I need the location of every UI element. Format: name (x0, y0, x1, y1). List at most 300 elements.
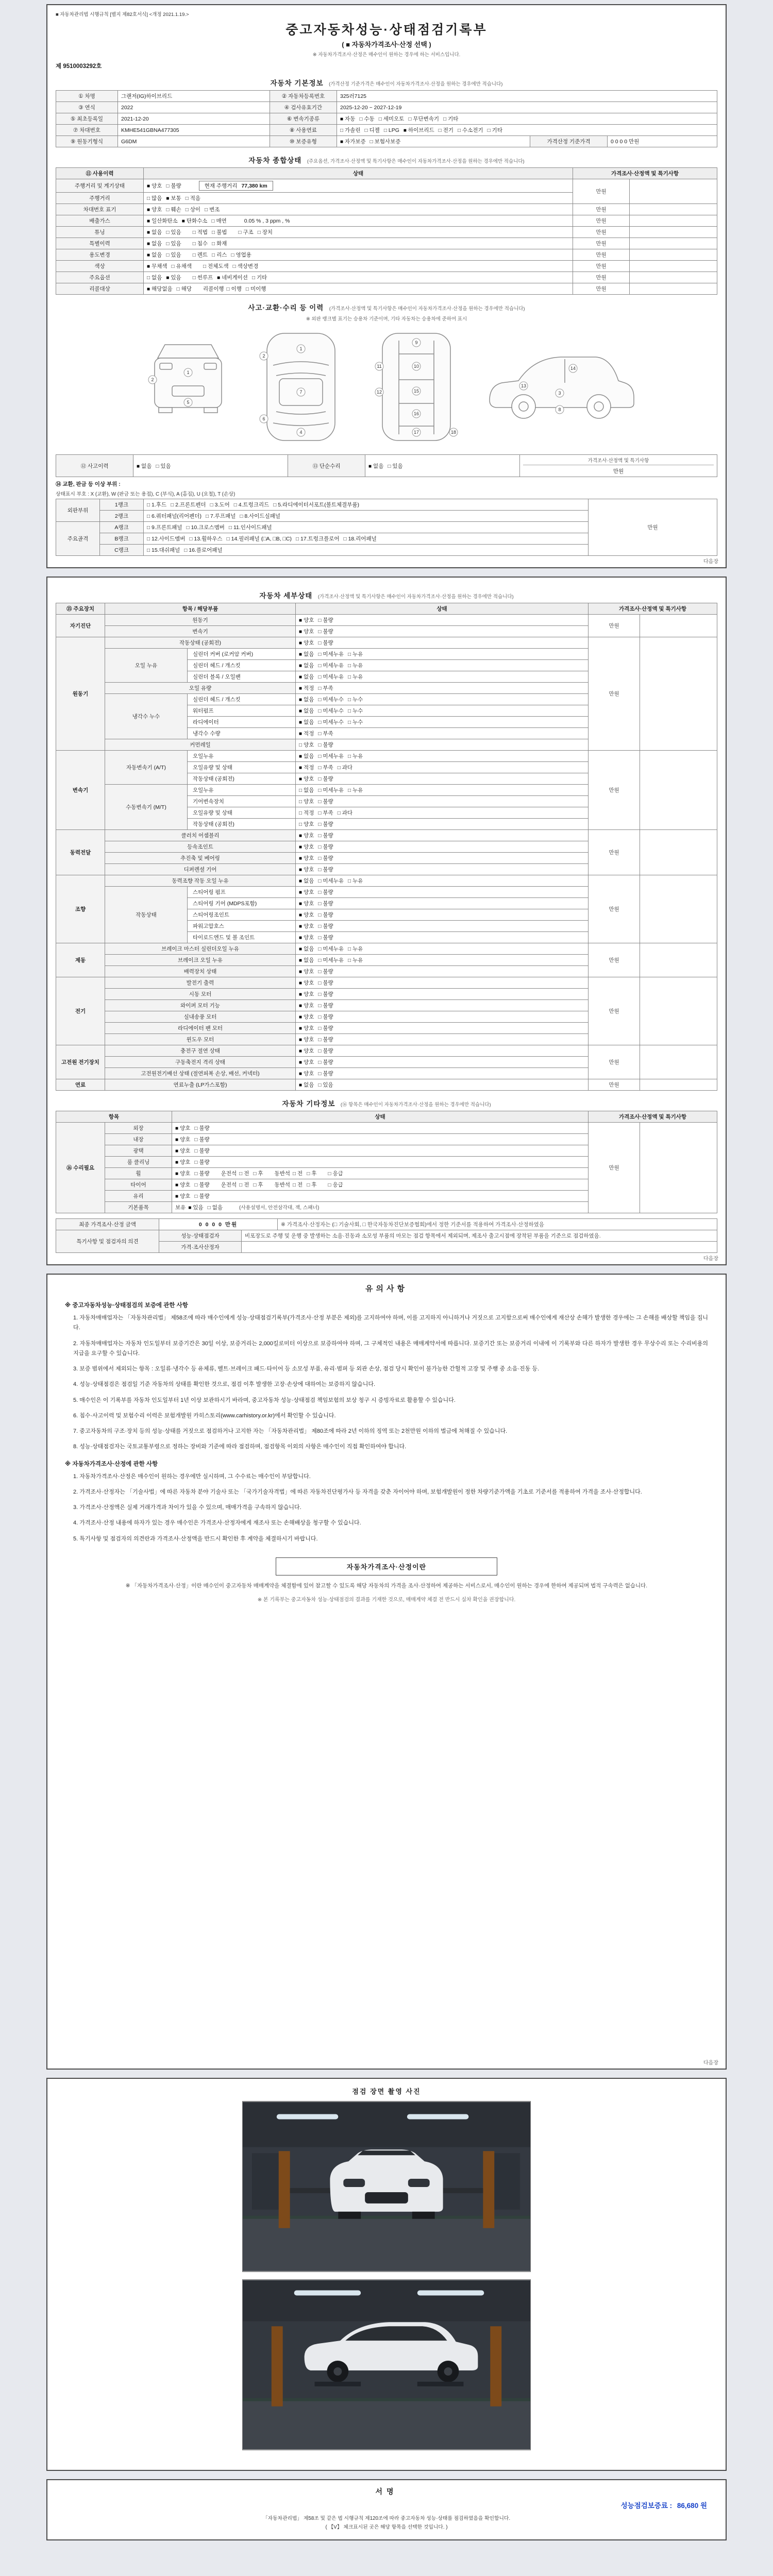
subitem-name: 오일유량 및 상태 (188, 807, 296, 819)
checkbox-option[interactable] (318, 616, 333, 624)
price-note (640, 637, 717, 751)
checkbox-label: 기타 (448, 116, 459, 122)
checkbox-unchecked-icon: □ (318, 720, 322, 725)
checkbox-option[interactable] (299, 718, 314, 726)
section-main (46, 4, 727, 568)
checkbox-option[interactable] (348, 696, 363, 703)
checkbox-label: 후 (311, 1171, 317, 1177)
checkbox-unchecked-icon: □ (328, 1182, 331, 1188)
field-value: 2022 (118, 102, 270, 113)
checkbox-option[interactable] (231, 251, 251, 259)
checkbox-unchecked-icon: □ (307, 1182, 310, 1188)
checkbox-option[interactable] (147, 228, 162, 236)
next-page-link[interactable]: 다음장 (703, 1256, 718, 1262)
svg-text:3: 3 (558, 391, 561, 396)
checkbox-unchecked-icon: □ (253, 1182, 257, 1188)
checkbox-option[interactable] (147, 546, 180, 554)
device-name: 전기 (56, 977, 105, 1045)
checkbox-option[interactable] (175, 1170, 190, 1177)
checkbox-option[interactable] (193, 274, 213, 281)
checkbox-option[interactable] (340, 115, 355, 123)
checkbox-label: 없음 (304, 1082, 314, 1088)
checkbox-option[interactable] (328, 1170, 343, 1177)
checkbox-option[interactable] (318, 650, 344, 658)
field-value: 2021-12-20 (118, 113, 270, 125)
checkbox-label: 양호 (304, 1048, 314, 1054)
checkbox-option[interactable] (338, 809, 352, 817)
checkbox-option[interactable] (258, 228, 273, 236)
usage-state (144, 179, 573, 193)
checkbox-option[interactable] (318, 888, 333, 896)
checkbox-option[interactable] (318, 684, 333, 692)
checkbox-option[interactable] (147, 182, 162, 190)
checkbox-option[interactable] (299, 1070, 314, 1077)
checkbox-option[interactable] (177, 285, 192, 293)
checkbox-option[interactable] (193, 251, 208, 259)
price-note-header: 가격조사·산정액 및 특기사항 (573, 168, 717, 179)
checkbox-option[interactable] (147, 217, 178, 225)
checkbox-option[interactable] (299, 752, 314, 760)
checkbox-option[interactable] (318, 911, 333, 919)
rank-label: A랭크 (100, 522, 144, 533)
checkbox-option[interactable] (293, 1181, 303, 1189)
checkbox-option[interactable] (318, 752, 344, 760)
checkbox-option[interactable] (318, 945, 344, 953)
checkbox-option[interactable] (212, 251, 227, 259)
checkbox-option[interactable] (194, 1147, 209, 1155)
checkbox-option[interactable] (488, 126, 502, 134)
checkbox-option[interactable] (388, 462, 402, 470)
checkbox-option[interactable] (156, 462, 171, 470)
device-name: 제동 (56, 943, 105, 977)
checkbox-option[interactable] (233, 262, 259, 270)
checkbox-option[interactable] (166, 240, 181, 247)
checkbox-option[interactable] (318, 877, 344, 885)
checkbox-option[interactable] (318, 1036, 333, 1043)
checkbox-option[interactable] (384, 127, 399, 133)
option-group (328, 1181, 347, 1189)
device-name: 자기진단 (56, 615, 105, 637)
checkbox-label: 미세누유 (323, 878, 344, 884)
checkbox-option[interactable] (299, 1058, 314, 1066)
misc-section-title: 자동차 기타정보 (282, 1100, 335, 1108)
checkbox-option[interactable] (186, 206, 200, 213)
checkbox-option[interactable] (175, 1147, 190, 1155)
checkbox-option[interactable] (340, 138, 366, 145)
checkbox-option[interactable] (318, 1081, 333, 1089)
checkbox-option[interactable] (299, 900, 314, 907)
usage-history-row (56, 272, 717, 283)
checkbox-option[interactable] (299, 741, 314, 749)
checkbox-option[interactable] (171, 262, 191, 270)
checkbox-option[interactable] (299, 628, 314, 635)
checkbox-checked-icon: ■ (175, 1182, 179, 1188)
checkbox-unchecked-icon: □ (251, 275, 255, 281)
checkbox-option[interactable] (348, 707, 363, 715)
checkbox-label: 미세누유 (323, 957, 344, 963)
checkbox-option[interactable] (318, 854, 333, 862)
item-name: 추진축 및 베어링 (105, 853, 296, 864)
checkbox-option[interactable] (194, 1124, 209, 1132)
checkbox-option[interactable] (296, 535, 340, 543)
checkbox-label: 디젤 (369, 127, 380, 133)
checkbox-label: 과다 (342, 810, 353, 816)
checkbox-option[interactable] (299, 1013, 314, 1021)
checkbox-option[interactable] (239, 1181, 249, 1189)
price-amount: 만원 (573, 179, 629, 204)
checkbox-option[interactable] (318, 1058, 333, 1066)
checkbox-option[interactable] (212, 228, 227, 236)
checkbox-option[interactable] (299, 730, 314, 737)
checkbox-option[interactable] (299, 934, 314, 941)
checkbox-option[interactable] (147, 285, 173, 293)
checkbox-option[interactable] (175, 1136, 190, 1143)
checkbox-option[interactable] (318, 1047, 333, 1055)
basic-section-head (56, 77, 717, 88)
checkbox-option[interactable] (443, 115, 458, 123)
checkbox-label: 세미오토 (383, 116, 405, 122)
checkbox-option[interactable] (299, 684, 314, 692)
checkbox-option[interactable] (318, 968, 333, 975)
checkbox-option[interactable] (203, 262, 229, 270)
checkbox-option[interactable] (253, 1181, 263, 1189)
checkbox-option[interactable] (234, 501, 270, 509)
checkbox-option[interactable] (318, 866, 333, 873)
checkbox-option[interactable] (299, 650, 314, 658)
checkbox-option[interactable] (253, 1170, 263, 1177)
checkbox-option[interactable] (299, 809, 314, 817)
checkbox-option[interactable] (273, 501, 359, 509)
checkbox-option[interactable] (439, 126, 453, 134)
checkbox-option[interactable] (175, 1192, 190, 1200)
checkbox-label: 불량 (323, 629, 333, 635)
exchange-panel-label: ⑭ 교환, 판금 등 이상 부위 : (56, 481, 121, 487)
checkbox-option[interactable] (299, 843, 314, 851)
checkbox-option[interactable] (147, 512, 201, 520)
checkbox-unchecked-icon: □ (184, 548, 188, 553)
checkbox-option[interactable] (184, 546, 222, 554)
next-page-link[interactable]: 다음장 (703, 559, 718, 565)
panel-group-label: 외판부위 (56, 499, 100, 522)
checkbox-option[interactable] (299, 979, 314, 987)
checkbox-option[interactable] (318, 832, 333, 839)
checkbox-option[interactable] (318, 730, 333, 737)
checkbox-option[interactable] (318, 707, 344, 715)
checkbox-option[interactable] (299, 854, 314, 862)
checkbox-option[interactable] (299, 616, 314, 624)
checkbox-option[interactable] (318, 639, 333, 647)
checkbox-checked-icon: ■ (299, 1060, 303, 1065)
checkbox-label: 누유 (352, 957, 363, 963)
checkbox-option[interactable] (299, 1081, 314, 1089)
checkbox-option[interactable] (299, 1024, 314, 1032)
checkbox-option[interactable] (227, 535, 292, 543)
notice-paragraph: 2. 가격조사·산정자는 「기술사법」에 따른 자동차 분야 기술사 또는 「국가기술자격법」에 따른 자동차진단평가사 등 자격을 갖춘 자이어야 하며, 보험개발원이 정한 차량기준가액을 기초로 기준서를 적용하여 가격을 조사·산정합니다. (73, 1488, 642, 1495)
checkbox-option[interactable] (318, 628, 333, 635)
checkbox-option[interactable] (166, 194, 181, 202)
checkbox-option[interactable] (348, 945, 363, 953)
diagram-part-number (412, 410, 421, 418)
checkbox-option[interactable] (359, 115, 374, 123)
checkbox-option[interactable] (348, 718, 363, 726)
checkbox-option[interactable] (194, 1170, 209, 1177)
checkbox-option[interactable] (239, 1170, 249, 1177)
checkbox-option[interactable] (299, 639, 314, 647)
checkbox-option[interactable] (189, 535, 222, 543)
notice-paragraph: 1. 자동차가격조사·산정은 매수인이 원하는 경우에만 실시하며, 그 수수료는 매수인이 부담합니다. (73, 1473, 311, 1480)
checkbox-unchecked-icon: □ (318, 958, 322, 963)
checkbox-option[interactable] (299, 922, 314, 930)
checkbox-option[interactable] (340, 126, 360, 134)
next-page-link[interactable]: 다음장 (703, 2060, 718, 2066)
checkbox-option[interactable] (166, 206, 181, 213)
checkbox-option[interactable] (299, 1036, 314, 1043)
checkbox-option[interactable] (299, 956, 314, 964)
detail-row (56, 943, 717, 955)
subitem-name: 오일누유 (188, 785, 296, 796)
state-options (296, 830, 589, 841)
item-header: 항목 / 해당부품 (105, 603, 296, 615)
inspection-photo-2 (242, 2279, 531, 2450)
checkbox-option[interactable] (318, 809, 333, 817)
checkbox-option[interactable] (194, 1158, 209, 1166)
checkbox-unchecked-icon: □ (328, 1171, 331, 1177)
checkbox-option[interactable] (186, 194, 200, 202)
checkbox-option[interactable] (147, 262, 167, 270)
checkbox-option[interactable] (368, 462, 383, 470)
checkbox-unchecked-icon: □ (147, 502, 150, 508)
checkbox-option[interactable] (137, 462, 152, 470)
usage-item-label: 주행거리 (56, 193, 144, 204)
checkbox-option[interactable] (299, 888, 314, 896)
checkbox-option[interactable] (299, 696, 314, 703)
checkbox-option[interactable] (194, 1181, 209, 1189)
checkbox-option[interactable] (210, 501, 230, 509)
device-name: 고전원 전기장치 (56, 1045, 105, 1079)
svg-text:10: 10 (413, 364, 419, 369)
price-note (629, 249, 717, 261)
checkbox-option[interactable] (458, 126, 483, 134)
checkbox-option[interactable] (193, 228, 208, 236)
usage-history-row (56, 238, 717, 249)
checkbox-option[interactable] (182, 217, 208, 225)
checkbox-label: 불량 (199, 1159, 210, 1165)
checkbox-unchecked-icon: □ (318, 754, 322, 759)
checkbox-label: 전 (244, 1182, 249, 1188)
checkbox-option[interactable] (348, 786, 363, 794)
checkbox-option[interactable] (175, 1124, 190, 1132)
checkbox-option[interactable] (338, 764, 352, 771)
checkbox-option[interactable] (370, 138, 401, 145)
checkbox-option[interactable] (208, 1204, 223, 1211)
checkbox-option[interactable] (205, 206, 220, 213)
checkbox-option[interactable] (147, 274, 162, 281)
checkbox-option[interactable] (147, 240, 162, 247)
checkbox-unchecked-icon: □ (347, 946, 351, 952)
checkbox-label: 적음 (190, 195, 201, 201)
checkbox-checked-icon: ■ (299, 697, 303, 703)
checkbox-option[interactable] (252, 274, 267, 281)
checkbox-option[interactable] (318, 1024, 333, 1032)
checkbox-label: 미세누유 (323, 674, 344, 680)
checkbox-option[interactable] (299, 911, 314, 919)
price-amount: 만원 (588, 943, 640, 977)
checkbox-label: 구조 (243, 229, 254, 235)
checkbox-option[interactable] (147, 194, 162, 202)
checkbox-option[interactable] (328, 1181, 343, 1189)
item-name: 연료누출 (LP가스포함) (105, 1079, 296, 1091)
state-options (296, 1023, 589, 1034)
checkbox-option[interactable] (175, 1181, 190, 1189)
checkbox-option[interactable] (344, 535, 377, 543)
checkbox-option[interactable] (404, 126, 434, 134)
checkbox-option[interactable] (364, 126, 379, 134)
checkbox-option[interactable] (147, 523, 182, 531)
checkbox-option[interactable] (318, 764, 333, 771)
checkbox-option[interactable] (299, 775, 314, 783)
checkbox-option[interactable] (299, 877, 314, 885)
misc-item-header: 항목 (56, 1111, 172, 1123)
checkbox-option[interactable] (166, 251, 181, 259)
state-options (296, 1079, 589, 1091)
checkbox-option[interactable] (299, 1047, 314, 1055)
state-options (296, 921, 589, 932)
checkbox-option[interactable] (348, 662, 363, 669)
checkbox-option[interactable] (318, 718, 344, 726)
checkbox-option[interactable] (318, 662, 344, 669)
checkbox-label: 14.필러패널 (□A, □B, □C) (231, 536, 292, 542)
checkbox-option[interactable] (318, 1013, 333, 1021)
checkbox-option[interactable] (348, 956, 363, 964)
checkbox-option[interactable] (318, 934, 333, 941)
checkbox-unchecked-icon: □ (156, 463, 159, 469)
item-name: 오일 유량 (105, 683, 296, 694)
checkbox-option[interactable] (229, 523, 272, 531)
checkbox-option[interactable] (147, 206, 162, 213)
checkbox-option[interactable] (318, 1070, 333, 1077)
checkbox-option[interactable] (299, 786, 314, 794)
checkbox-option[interactable] (240, 512, 280, 520)
checkbox-checked-icon: ■ (217, 275, 221, 281)
checkbox-option[interactable] (379, 115, 405, 123)
checkbox-option[interactable] (188, 1204, 203, 1211)
checkbox-option[interactable] (299, 968, 314, 975)
checkbox-option[interactable] (166, 274, 181, 281)
field-label: ⑨ 원동기형식 (56, 136, 118, 147)
checkbox-label: 일산화탄소 (152, 218, 178, 224)
checkbox-option[interactable] (147, 501, 166, 509)
checkbox-label: 양호 (304, 867, 314, 873)
checkbox-option[interactable] (318, 775, 333, 783)
checkbox-option[interactable] (299, 866, 314, 873)
rank-label: B랭크 (100, 533, 144, 545)
checkbox-option[interactable] (194, 1136, 209, 1143)
checkbox-option[interactable] (299, 832, 314, 839)
notice-paragraph: 4. 가격조사·산정 내용에 하자가 있는 경우 매수인은 가격조사·산정자에게 재조사 또는 손해배상을 청구할 수 있습니다. (73, 1520, 361, 1527)
checkbox-option[interactable] (166, 182, 181, 190)
state-options (296, 841, 589, 853)
checkbox-option[interactable] (318, 900, 333, 907)
checkbox-option[interactable] (318, 820, 333, 828)
checkbox-option[interactable] (187, 523, 225, 531)
detail-row (56, 830, 717, 841)
checkbox-option[interactable] (318, 1002, 333, 1009)
checkbox-option[interactable] (299, 764, 314, 771)
checkbox-unchecked-icon: □ (318, 799, 322, 805)
checkbox-option[interactable] (348, 752, 363, 760)
checkbox-option[interactable] (193, 240, 208, 247)
checkbox-option[interactable] (175, 1158, 190, 1166)
checkbox-option[interactable] (318, 956, 344, 964)
checkbox-unchecked-icon: □ (318, 1082, 322, 1088)
checkbox-option[interactable] (318, 673, 344, 681)
checkbox-option[interactable] (408, 115, 439, 123)
checkbox-option[interactable] (318, 922, 333, 930)
checkbox-option[interactable] (318, 990, 333, 998)
checkbox-option[interactable] (212, 240, 227, 247)
checkbox-option[interactable] (171, 501, 206, 509)
checkbox-option[interactable] (307, 1181, 316, 1189)
checkbox-option[interactable] (211, 217, 226, 225)
checkbox-option[interactable] (348, 673, 363, 681)
checkbox-option[interactable] (293, 1170, 303, 1177)
checkbox-option[interactable] (318, 798, 333, 805)
checkbox-unchecked-icon: □ (273, 502, 277, 508)
checkbox-label: 매연 (216, 218, 227, 224)
checkbox-option[interactable] (166, 228, 181, 236)
checkbox-option[interactable] (299, 662, 314, 669)
checkbox-option[interactable] (147, 535, 185, 543)
checkbox-option[interactable] (206, 512, 236, 520)
checkbox-option[interactable] (194, 1192, 209, 1200)
checkbox-option[interactable] (299, 707, 314, 715)
checkbox-option[interactable] (348, 877, 363, 885)
checkbox-checked-icon: ■ (340, 139, 344, 145)
checkbox-option[interactable] (348, 650, 363, 658)
checkbox-option[interactable] (318, 786, 344, 794)
checkbox-checked-icon: ■ (181, 218, 185, 224)
checkbox-option[interactable] (299, 1002, 314, 1009)
checkbox-label: 누유 (352, 674, 363, 680)
checkbox-option[interactable] (299, 990, 314, 998)
checkbox-option[interactable] (318, 843, 333, 851)
accident-section-title: 사고·교환·수리 등 이력 (248, 304, 324, 312)
checkbox-option[interactable] (307, 1170, 316, 1177)
checkbox-option[interactable] (147, 251, 162, 259)
fee-value: 86,680 원 (677, 2502, 707, 2510)
price-note (629, 283, 717, 295)
checkbox-label: 양호 (304, 1059, 314, 1065)
checkbox-label: 양호 (152, 183, 162, 189)
checkbox-option[interactable] (246, 285, 266, 293)
checkbox-label: 불량 (323, 640, 333, 646)
option-group (175, 1124, 214, 1132)
checkbox-label: 있음 (323, 1082, 333, 1088)
checkbox-option[interactable] (318, 696, 344, 703)
checkbox-option[interactable] (318, 979, 333, 987)
checkbox-option[interactable] (299, 945, 314, 953)
checkbox-option[interactable] (299, 673, 314, 681)
checkbox-option[interactable] (318, 741, 333, 749)
checkbox-option[interactable] (299, 798, 314, 805)
checkbox-label: 누유 (352, 787, 363, 793)
checkbox-option[interactable] (238, 228, 253, 236)
checkbox-option[interactable] (217, 274, 248, 281)
usage-state (144, 283, 573, 295)
state-options (296, 796, 589, 807)
checkbox-option[interactable] (299, 820, 314, 828)
checkbox-option[interactable] (227, 285, 242, 293)
